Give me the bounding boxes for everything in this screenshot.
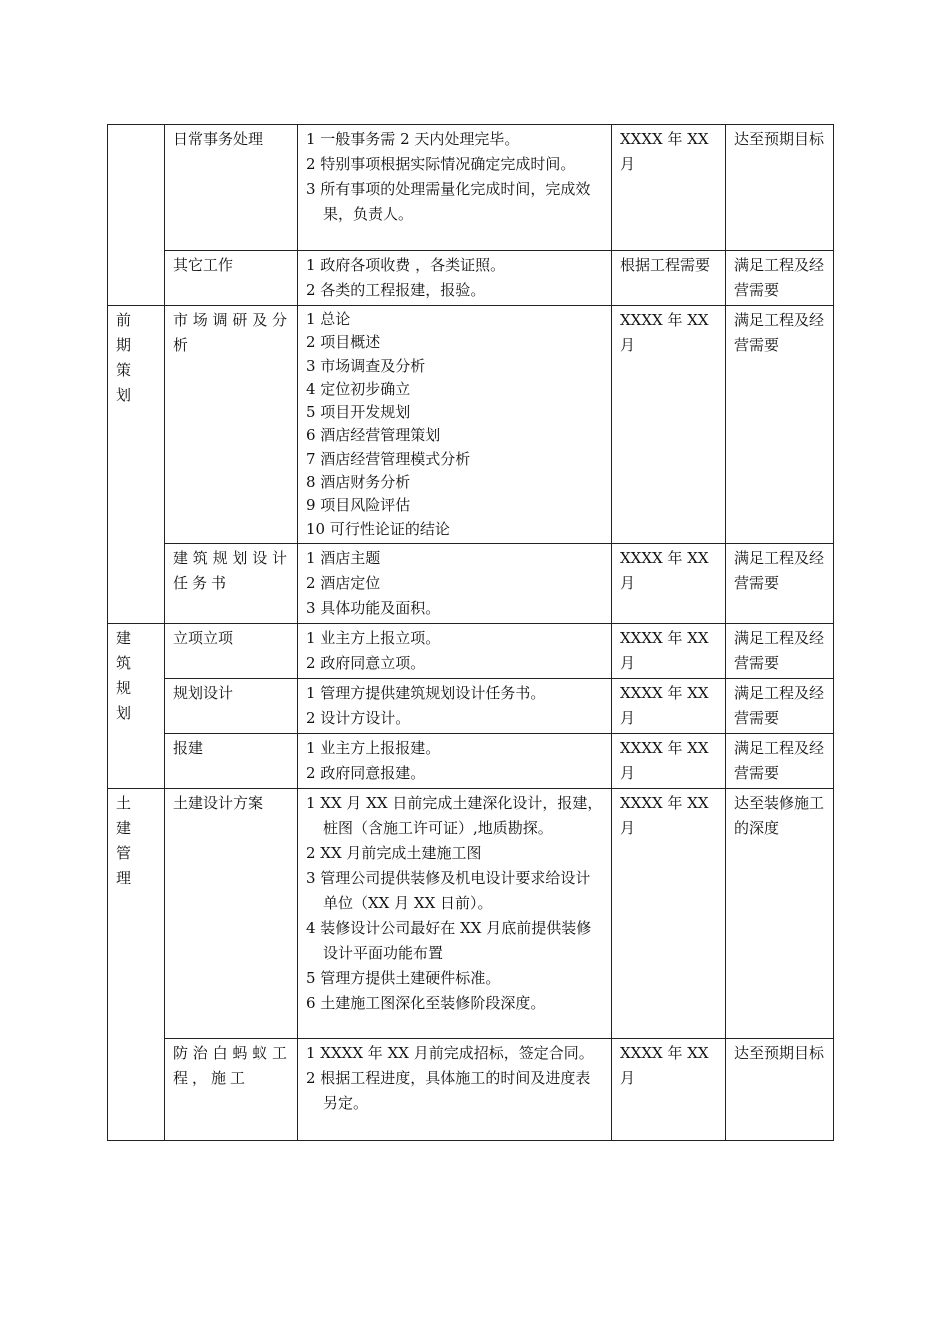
task-cell: 日常事务处理 bbox=[165, 125, 298, 251]
table-row bbox=[108, 623, 834, 678]
content-cell bbox=[298, 788, 612, 1038]
goal-cell: 满足工程及经营需要 bbox=[726, 733, 834, 788]
table-row bbox=[108, 251, 834, 306]
task-cell: 防治白蚂蚁工程，施工 bbox=[165, 1038, 298, 1140]
time-cell: XXXX 年 XX 月 bbox=[612, 306, 726, 544]
list-item: 2 酒店定位 bbox=[306, 573, 381, 592]
list-item: 1 业主方上报报建。 bbox=[306, 738, 441, 757]
content-cell bbox=[298, 1038, 612, 1140]
task-cell: 土建设计方案 bbox=[165, 788, 298, 1038]
content-list bbox=[306, 791, 605, 1016]
list-item: 2 XX 月前完成土建施工图 bbox=[306, 843, 482, 862]
list-item: 3 管理公司提供装修及机电设计要求给设计单位（XX 月 XX 日前）。 bbox=[306, 868, 591, 912]
list-item: 6 酒店经营管理策划 bbox=[306, 426, 441, 445]
content-cell bbox=[298, 125, 612, 251]
task-cell: 建筑规划设计任务书 bbox=[165, 543, 298, 623]
list-item: 2 各类的工程报建，报验。 bbox=[306, 281, 486, 299]
goal-cell: 达至预期目标 bbox=[726, 1038, 834, 1140]
category-cell bbox=[108, 125, 165, 306]
goal-cell: 达至预期目标 bbox=[726, 125, 834, 251]
content-list bbox=[306, 736, 605, 786]
list-item: 5 项目开发规划 bbox=[306, 403, 411, 422]
list-item: 8 酒店财务分析 bbox=[306, 473, 411, 492]
list-item: 1 XX 月 XX 日前完成土建深化设计，报建，桩图（含施工许可证）,地质勘探。 bbox=[306, 793, 603, 837]
list-item: 3 所有事项的处理需量化完成时间，完成效果，负责人。 bbox=[306, 180, 591, 223]
goal-cell: 满足工程及经营需要 bbox=[726, 623, 834, 678]
work-plan-table bbox=[107, 124, 834, 1141]
task-cell: 立项立项 bbox=[165, 623, 298, 678]
content-list bbox=[306, 626, 605, 676]
list-item: 3 市场调查及分析 bbox=[306, 356, 426, 375]
list-item: 10 可行性论证的结论 bbox=[306, 519, 450, 538]
list-item: 7 酒店经营管理模式分析 bbox=[306, 449, 471, 468]
list-item: 1 XXXX 年 XX 月前完成招标，签定合同。 bbox=[306, 1043, 594, 1062]
time-cell: XXXX 年 XX 月 bbox=[612, 543, 726, 623]
table-row bbox=[108, 306, 834, 544]
list-item: 1 政府各项收费 ，各类证照。 bbox=[306, 256, 506, 274]
task-cell: 规划设计 bbox=[165, 678, 298, 733]
list-item: 2 政府同意立项。 bbox=[306, 653, 426, 672]
content-list bbox=[306, 127, 605, 227]
list-item: 5 管理方提供土建硬件标准。 bbox=[306, 968, 501, 987]
list-item: 2 设计方设计。 bbox=[306, 708, 411, 727]
list-item: 1 业主方上报立项。 bbox=[306, 628, 441, 647]
time-cell: XXXX 年 XX 月 bbox=[612, 733, 726, 788]
list-item: 2 政府同意报建。 bbox=[306, 763, 426, 782]
goal-cell: 达至装修施工的深度 bbox=[726, 788, 834, 1038]
content-cell bbox=[298, 543, 612, 623]
content-cell bbox=[298, 623, 612, 678]
list-item: 4 定位初步确立 bbox=[306, 379, 411, 398]
list-item: 1 总论 bbox=[306, 310, 351, 328]
list-item: 1 酒店主题 bbox=[306, 548, 381, 567]
list-item: 9 项目风险评估 bbox=[306, 496, 411, 515]
list-item: 6 土建施工图深化至装修阶段深度。 bbox=[306, 993, 546, 1012]
time-cell: XXXX 年 XX 月 bbox=[612, 125, 726, 251]
goal-cell: 满足工程及经营需要 bbox=[726, 543, 834, 623]
list-item: 1 管理方提供建筑规划设计任务书。 bbox=[306, 683, 546, 702]
content-cell bbox=[298, 251, 612, 306]
task-cell: 市场调研及分析 bbox=[165, 306, 298, 544]
table-row bbox=[108, 1038, 834, 1140]
goal-cell: 满足工程及经营需要 bbox=[726, 306, 834, 544]
table-row bbox=[108, 125, 834, 251]
list-item: 1 一般事务需 2 天内处理完毕。 bbox=[306, 130, 520, 148]
task-cell: 报建 bbox=[165, 733, 298, 788]
content-list bbox=[306, 546, 605, 621]
time-cell: 根据工程需要 bbox=[612, 251, 726, 306]
list-item: 2 项目概述 bbox=[306, 333, 381, 352]
time-cell: XXXX 年 XX 月 bbox=[612, 788, 726, 1038]
table-row bbox=[108, 678, 834, 733]
time-cell: XXXX 年 XX 月 bbox=[612, 623, 726, 678]
goal-cell: 满足工程及经营需要 bbox=[726, 251, 834, 306]
content-cell bbox=[298, 733, 612, 788]
list-item: 3 具体功能及面积。 bbox=[306, 598, 441, 617]
content-list bbox=[306, 253, 605, 303]
time-cell: XXXX 年 XX 月 bbox=[612, 678, 726, 733]
content-list bbox=[306, 1041, 605, 1116]
content-cell bbox=[298, 678, 612, 733]
content-cell bbox=[298, 306, 612, 544]
content-list bbox=[306, 681, 605, 731]
table-row bbox=[108, 733, 834, 788]
task-cell: 其它工作 bbox=[165, 251, 298, 306]
category-cell: 建筑规划 bbox=[108, 623, 165, 788]
table-row bbox=[108, 788, 834, 1038]
table-row bbox=[108, 543, 834, 623]
content-list bbox=[306, 308, 605, 541]
category-cell: 土建管理 bbox=[108, 788, 165, 1140]
time-cell: XXXX 年 XX 月 bbox=[612, 1038, 726, 1140]
goal-cell: 满足工程及经营需要 bbox=[726, 678, 834, 733]
list-item: 2 根据工程进度，具体施工的时间及进度表另定。 bbox=[306, 1068, 591, 1112]
list-item: 2 特别事项根据实际情况确定完成时间。 bbox=[306, 155, 576, 173]
list-item: 4 装修设计公司最好在 XX 月底前提供装修设计平面功能布置 bbox=[306, 918, 592, 962]
category-cell: 前期策划 bbox=[108, 306, 165, 624]
